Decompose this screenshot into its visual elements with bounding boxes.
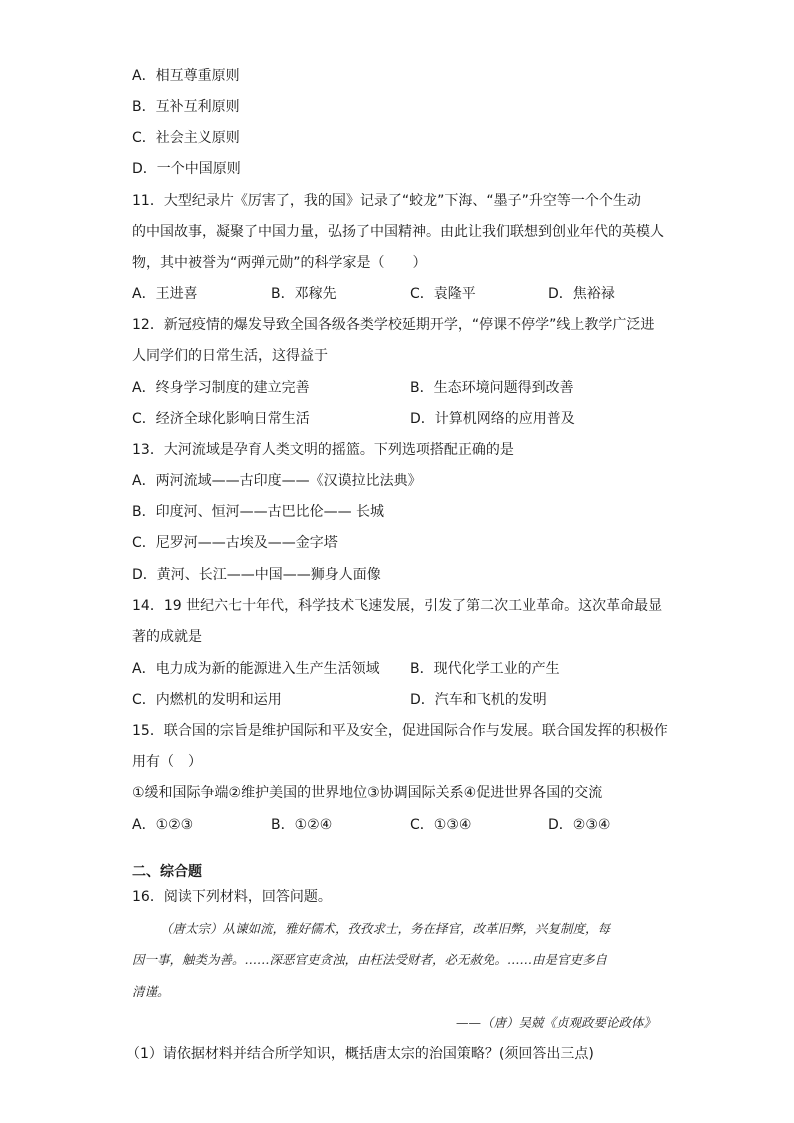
- q11-stem-line2: 的中国故事，凝聚了中国力量，弘扬了中国精神。由此让我们联想到创业年代的英模人: [132, 224, 664, 240]
- q16-quote-line3: 清谨。: [132, 984, 170, 999]
- q11-option-b: B．邓稼先: [271, 286, 337, 302]
- q10-option-b: B．互补互利原则: [132, 99, 240, 115]
- q15-option-d: D．②③④: [548, 817, 611, 833]
- q14-option-b: B．现代化学工业的产生: [410, 661, 560, 677]
- q12-option-a: A．终身学习制度的建立完善: [132, 380, 310, 396]
- q14-stem-line1: 14．19 世纪六七十年代，科学技术飞速发展，引发了第二次工业革命。这次革命最显: [132, 598, 663, 614]
- q16-quote-line1: （唐太宗）从谏如流，雅好儒术，孜孜求士，务在择官，改革旧弊，兴复制度，每: [160, 921, 611, 936]
- q16-source: ——（唐）吴兢《贞观政要论政体》: [455, 1015, 656, 1030]
- q12-option-d: D．计算机网络的应用普及: [410, 411, 575, 427]
- q13-option-c: C．尼罗河——古埃及——金字塔: [132, 535, 338, 551]
- q14-stem-line2: 著的成就是: [132, 629, 202, 645]
- q15-statements: ①缓和国际争端②维护美国的世界地位③协调国际关系④促进世界各国的交流: [132, 785, 603, 801]
- q11-option-d: D．焦裕禄: [548, 286, 615, 302]
- q13-option-d: D．黄河、长江——中国——狮身人面像: [132, 567, 381, 583]
- q11-stem-line3: 物，其中被誉为“两弹元勋”的科学家是（ ）: [132, 255, 427, 271]
- q11-option-c: C．袁隆平: [410, 286, 476, 302]
- q15-option-c: C．①③④: [410, 817, 472, 833]
- q12-option-b: B．生态环境问题得到改善: [410, 380, 574, 396]
- q16-intro: 16．阅读下列材料，回答问题。: [132, 889, 332, 905]
- q15-stem-line2: 用有（ ）: [132, 754, 202, 770]
- q11-stem-line1: 11．大型纪录片《厉害了，我的国》记录了“蛟龙”下海、“墨子”升空等一个个生动: [132, 193, 641, 209]
- q13-option-a: A．两河流域——古印度——《汉谟拉比法典》: [132, 473, 422, 489]
- q16-subquestion-1: （1）请依据材料并结合所学知识，概括唐太宗的治国策略？(须回答出三点): [126, 1046, 594, 1062]
- section-title: 二、综合题: [132, 864, 202, 880]
- q10-option-a: A．相互尊重原则: [132, 68, 240, 84]
- q12-stem-line1: 12．新冠疫情的爆发导致全国各级各类学校延期开学，“停课不停学”线上教学广泛进: [132, 317, 655, 333]
- q16-quote-line2: 因一事，触类为善。……深恶官吏贪浊，由枉法受财者，必无赦免。……由是官吏多自: [132, 952, 608, 967]
- q13-option-b: B．印度河、恒河——古巴比伦—— 长城: [132, 504, 385, 520]
- q14-option-d: D．汽车和飞机的发明: [410, 692, 547, 708]
- q14-option-c: C．内燃机的发明和运用: [132, 692, 282, 708]
- q11-option-a: A．王进喜: [132, 286, 198, 302]
- q10-option-d: D．一个中国原则: [132, 161, 241, 177]
- q15-option-b: B．①②④: [271, 817, 333, 833]
- q15-option-a: A．①②③: [132, 817, 194, 833]
- q12-stem-line2: 人同学们的日常生活，这得益于: [132, 348, 328, 364]
- q15-stem-line1: 15．联合国的宗旨是维护国际和平及安全，促进国际合作与发展。联合国发挥的积极作: [132, 723, 668, 739]
- q14-option-a: A．电力成为新的能源进入生产生活领域: [132, 661, 380, 677]
- q10-option-c: C．社会主义原则: [132, 130, 240, 146]
- q13-stem: 13．大河流域是孕育人类文明的摇篮。下列选项搭配正确的是: [132, 442, 514, 458]
- q12-option-c: C．经济全球化影响日常生活: [132, 411, 310, 427]
